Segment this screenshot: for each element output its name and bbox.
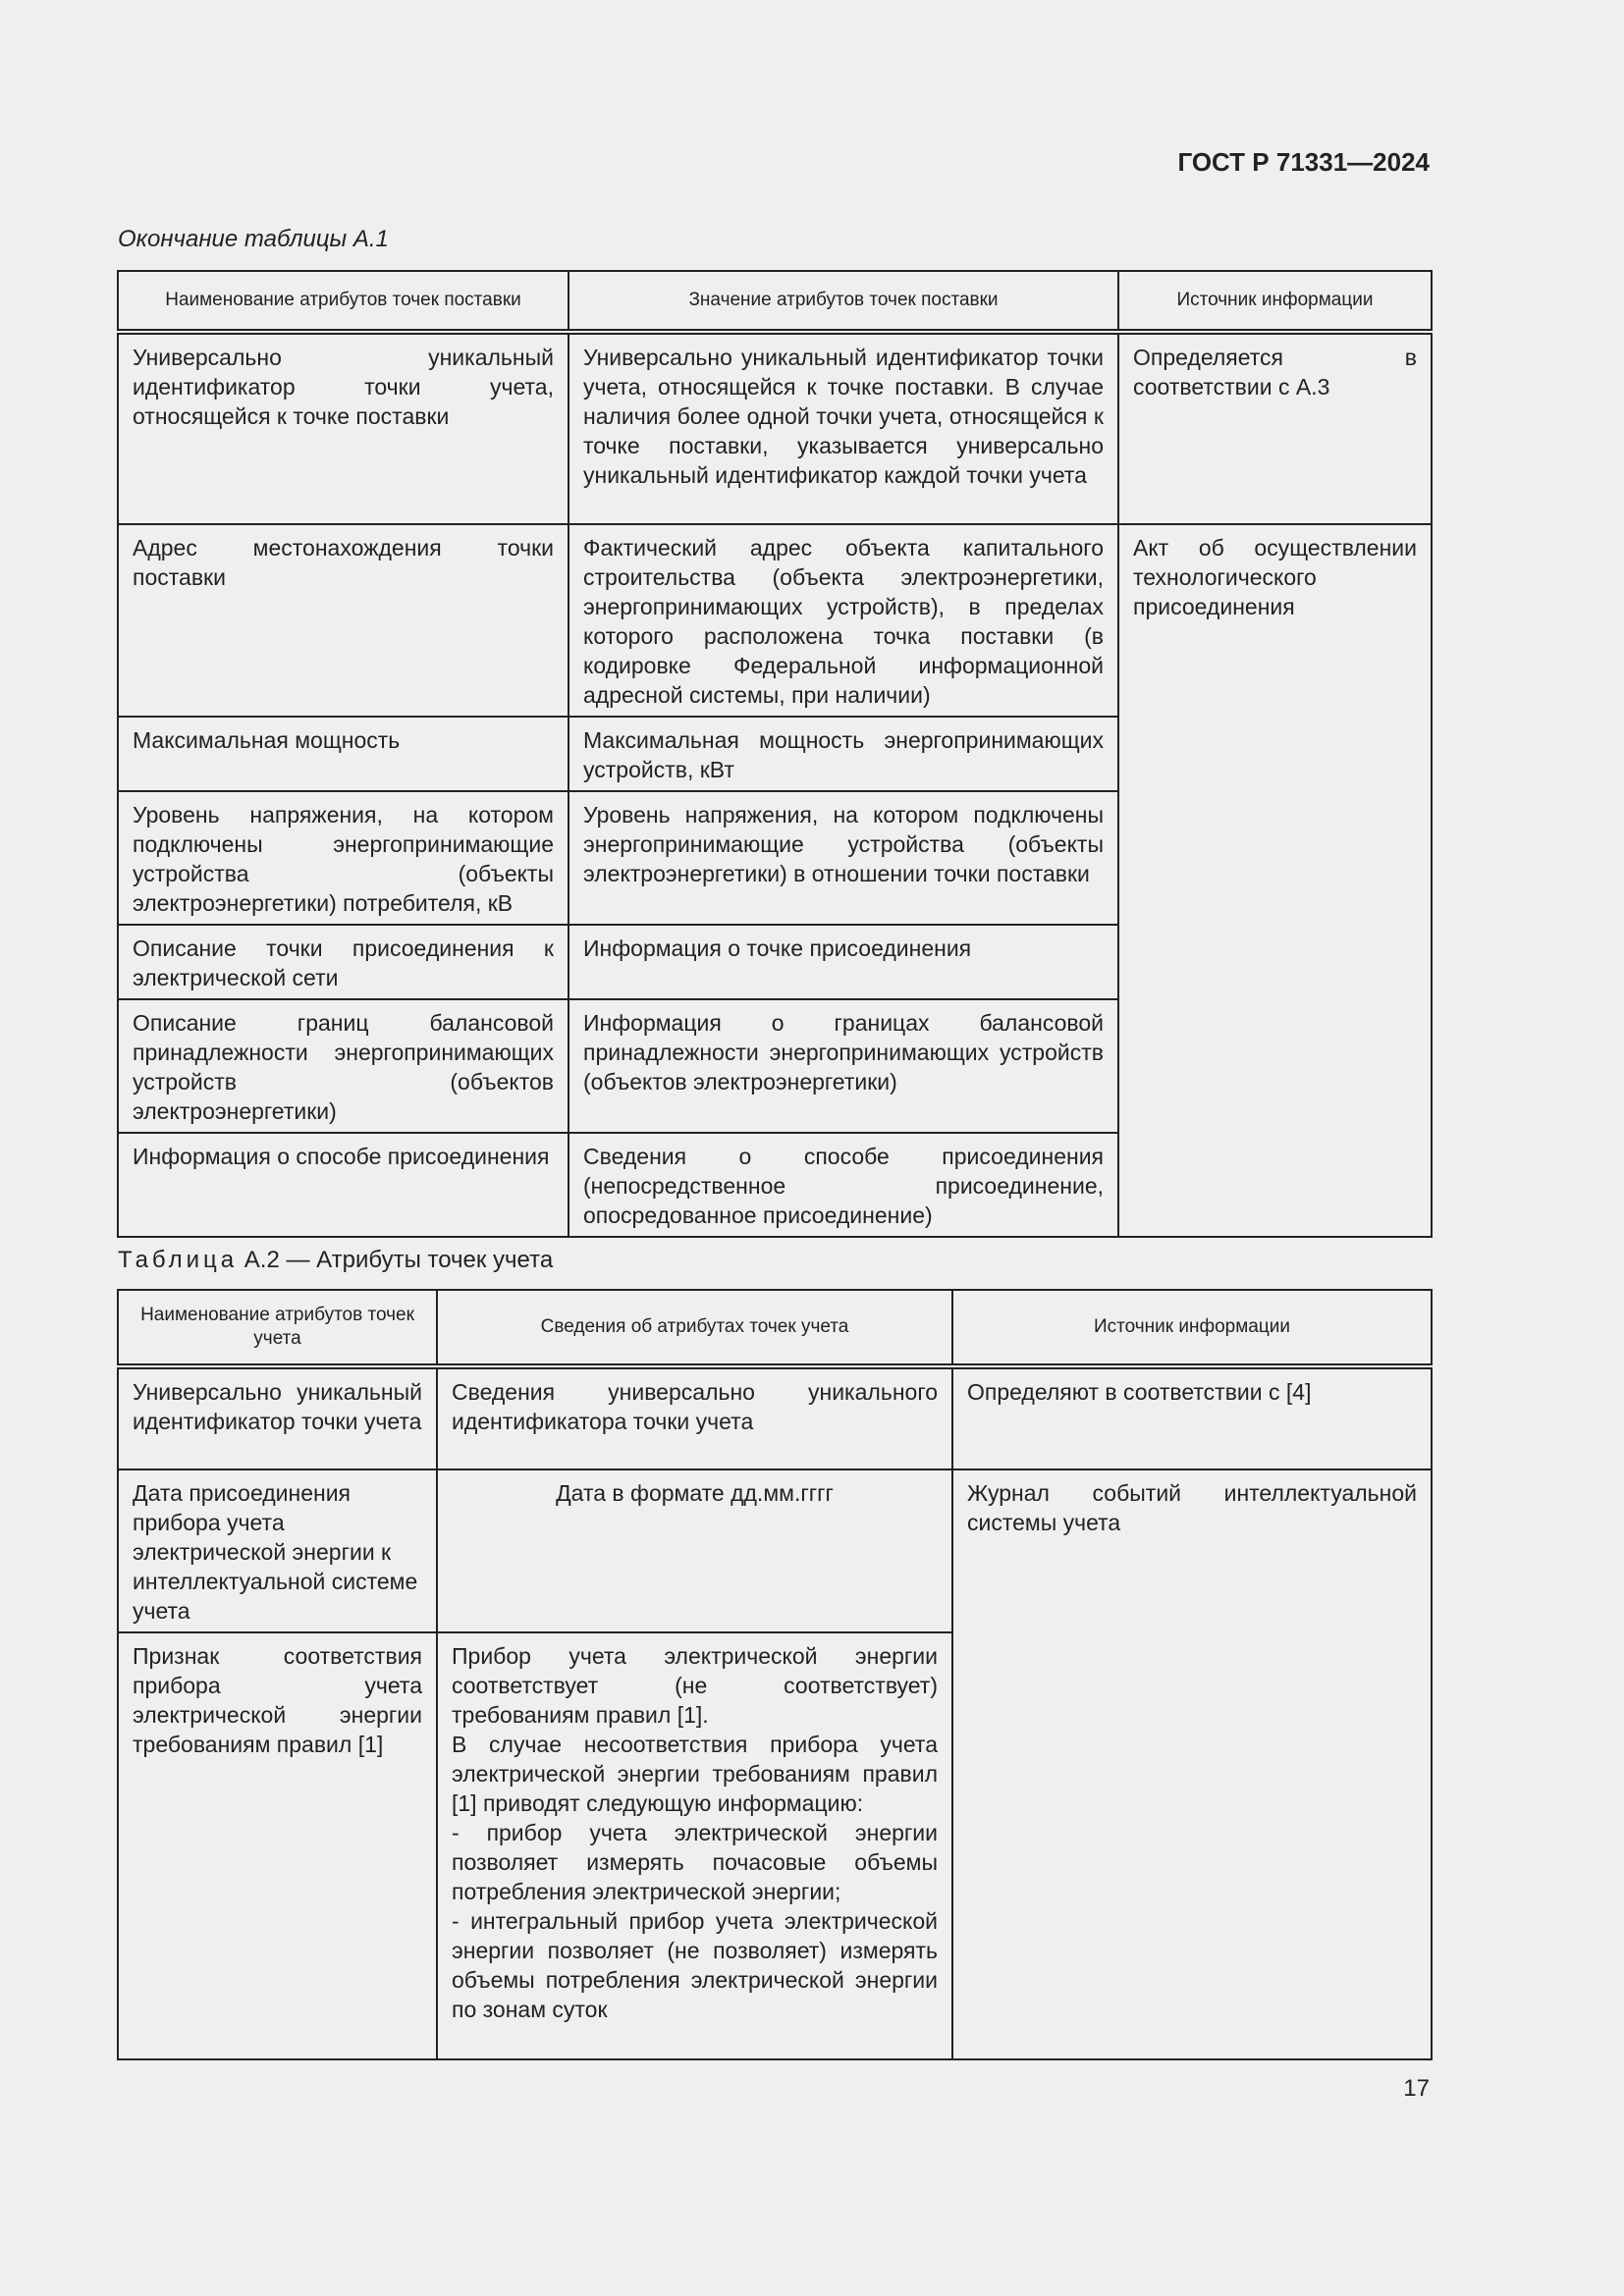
table2-caption-title: А.2 — Атрибуты точек учета — [238, 1247, 554, 1273]
attribute-value: Фактический адрес объекта капитального строительства (объекта электроэнергетики, энергопринимающих устройств), в пределах которого расположена точка поставки (в кодировке Федеральной информационной адресной системы, при наличии) — [568, 524, 1118, 717]
attribute-name: Адрес местонахождения точки поставки — [118, 524, 568, 717]
column-header: Значение атрибутов точек поставки — [568, 271, 1118, 332]
attribute-name: Уровень напряжения, на котором подключены энергопринимающие устройства (объекты электроэнергетики) потребителя, кВ — [118, 791, 568, 925]
attribute-name: Признак соответствия прибора учета электрической энергии требованиям правил [1] — [118, 1632, 437, 2059]
column-header: Наименование атрибутов точек учета — [118, 1290, 437, 1366]
table-a1 — [117, 270, 1433, 1238]
value-paragraph: - интегральный прибор учета электрической энергии позволяет (не позволяет) измерять объемы потребления электрической энергии по зонам суток — [452, 1908, 938, 2022]
attribute-value: Универсально уникальный идентификатор точки учета, относящейся к точке поставки. В случае наличия более одной точки учета, относящейся к точке поставки, указывается универсально уникальный идентификатор каждой точки учета — [568, 332, 1118, 524]
value-paragraph: Прибор учета электрической энергии соответствует (не соответствует) требованиям правил [1]. — [452, 1643, 938, 1728]
table-row — [118, 524, 1432, 717]
info-source: Журнал событий интеллектуальной системы учета — [952, 1469, 1432, 2059]
attribute-value: Сведения о способе присоединения (непосредственное присоединение, опосредованное присоединение) — [568, 1133, 1118, 1237]
attribute-value: Сведения универсально уникального идентификатора точки учета — [437, 1366, 952, 1469]
attribute-name: Универсально уникальный идентификатор точки учета, относящейся к точке поставки — [118, 332, 568, 524]
table1-caption: Окончание таблицы А.1 — [118, 226, 389, 252]
table-a2 — [117, 1289, 1433, 2060]
column-header: Источник информации — [1118, 271, 1432, 332]
attribute-value: Уровень напряжения, на котором подключены энергопринимающие устройства (объекты электроэнергетики) в отношении точки поставки — [568, 791, 1118, 925]
info-source: Определяется в соответствии с А.3 — [1118, 332, 1432, 524]
attribute-value — [437, 1632, 952, 2059]
table2-caption-prefix: Таблица — [118, 1247, 239, 1273]
info-source: Определяют в соответствии с [4] — [952, 1366, 1432, 1469]
table2-caption — [118, 1247, 553, 1274]
attribute-name: Описание границ балансовой принадлежности энергопринимающих устройств (объектов электроэнергетики) — [118, 999, 568, 1133]
attribute-value: Максимальная мощность энергопринимающих устройств, кВт — [568, 717, 1118, 791]
attribute-name: Универсально уникальный идентификатор точки учета — [118, 1366, 437, 1469]
table-header-row — [118, 271, 1432, 332]
column-header: Сведения об атрибутах точек учета — [437, 1290, 952, 1366]
table-row — [118, 1469, 1432, 1632]
value-paragraph: - прибор учета электрической энергии позволяет измерять почасовые объемы потребления электрической энергии; — [452, 1820, 938, 1904]
info-source: Акт об осуществлении технологического присоединения — [1118, 524, 1432, 1237]
table-row — [118, 1366, 1432, 1469]
attribute-name: Максимальная мощность — [118, 717, 568, 791]
attribute-value: Информация о точке присоединения — [568, 925, 1118, 999]
column-header: Источник информации — [952, 1290, 1432, 1366]
document-code: ГОСТ Р 71331—2024 — [1177, 147, 1430, 177]
attribute-name: Описание точки присоединения к электрической сети — [118, 925, 568, 999]
table-row — [118, 332, 1432, 524]
attribute-value: Информация о границах балансовой принадлежности энергопринимающих устройств (объектов электроэнергетики) — [568, 999, 1118, 1133]
column-header: Наименование атрибутов точек поставки — [118, 271, 568, 332]
attribute-value: Дата в формате дд.мм.гггг — [437, 1469, 952, 1632]
attribute-name: Дата присоединения прибора учета электрической энергии к интеллектуальной системе учета — [118, 1469, 437, 1632]
attribute-name: Информация о способе присоединения — [118, 1133, 568, 1237]
value-paragraph: В случае несоответствия прибора учета электрической энергии требованиям правил [1] приводят следующую информацию: — [452, 1732, 938, 1816]
page-number: 17 — [1403, 2075, 1430, 2102]
table-header-row — [118, 1290, 1432, 1366]
